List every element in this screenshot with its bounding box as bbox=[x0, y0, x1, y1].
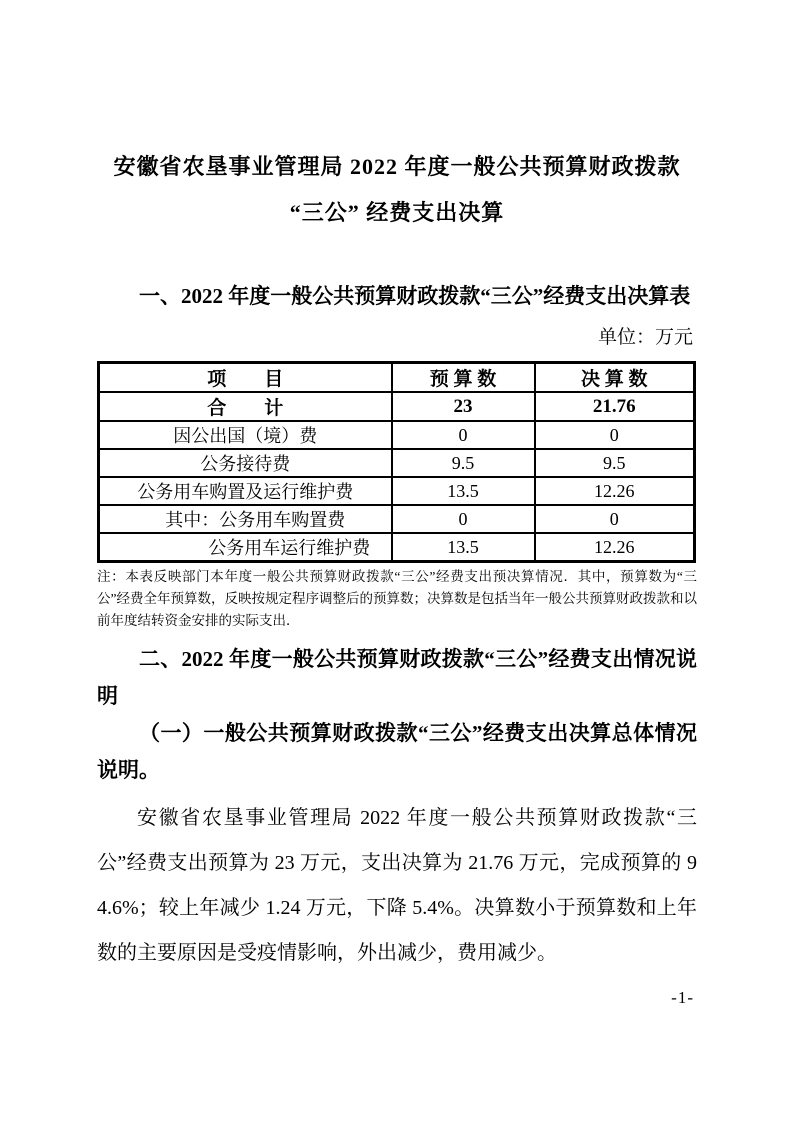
page-content bbox=[97, 0, 697, 976]
title-line-1: 安徽省农垦事业管理局 2022 年度一般公共预算财政拨款 bbox=[113, 154, 681, 179]
cell-budget: 0 bbox=[392, 421, 535, 449]
cell-budget: 13.5 bbox=[392, 477, 535, 505]
table-row-reception bbox=[99, 449, 695, 477]
cell-final: 12.26 bbox=[535, 477, 695, 505]
column-header-item: 项 目 bbox=[99, 363, 392, 393]
cell-final: 0 bbox=[535, 421, 695, 449]
section2-heading: 二、2022 年度一般公共预算财政拨款“三公”经费支出情况说明 bbox=[97, 647, 697, 708]
cell-budget: 13.5 bbox=[392, 533, 535, 562]
cell-final: 0 bbox=[535, 505, 695, 533]
section2-sub-heading: （一）一般公共预算财政拨款“三公”经费支出决算总体情况说明。 bbox=[97, 721, 697, 782]
cell-item: 公务用车运行维护费 bbox=[99, 533, 392, 562]
table-row-total bbox=[99, 392, 695, 421]
table-note: 注：本表反映部门本年度一般公共预算财政拨款“三公”经费支出预决算情况．其中，预算数为“三公”经费全年预算数，反映按规定程序调整后的预算数；决算数是包括当年一般公共预算财政拨款和以前年度结转资金安排的实际支出． bbox=[97, 569, 697, 628]
table-row-vehicle-purchase bbox=[99, 505, 695, 533]
cell-budget: 9.5 bbox=[392, 449, 535, 477]
cell-item: 公务接待费 bbox=[99, 449, 392, 477]
cell-budget: 0 bbox=[392, 505, 535, 533]
table-row-abroad bbox=[99, 421, 695, 449]
cell-item: 因公出国（境）费 bbox=[99, 421, 392, 449]
cell-final: 21.76 bbox=[535, 392, 695, 421]
page-number: -1- bbox=[671, 988, 694, 1007]
section1-heading: 一、2022 年度一般公共预算财政拨款“三公”经费支出决算表 bbox=[139, 284, 691, 308]
cell-item: 公务用车购置及运行维护费 bbox=[99, 477, 392, 505]
cell-item: 合 计 bbox=[99, 392, 392, 421]
cell-budget: 23 bbox=[392, 392, 535, 421]
table-row-vehicle-total bbox=[99, 477, 695, 505]
cell-final: 12.26 bbox=[535, 533, 695, 562]
document-title bbox=[97, 144, 697, 236]
cell-final: 9.5 bbox=[535, 449, 695, 477]
title-line-2: “三公” 经费支出决算 bbox=[289, 200, 505, 225]
column-header-budget: 预 算 数 bbox=[392, 363, 535, 393]
cell-item: 其中：公务用车购置费 bbox=[99, 505, 392, 533]
table-header-row bbox=[99, 363, 695, 393]
budget-table bbox=[97, 361, 696, 563]
table-row-vehicle-maintenance bbox=[99, 533, 695, 562]
column-header-final: 决 算 数 bbox=[535, 363, 695, 393]
unit-label: 单位：万元 bbox=[597, 327, 693, 348]
section2-paragraph: 安徽省农垦事业管理局 2022 年度一般公共预算财政拨款“三公”经费支出预算为 23 万元，支出决算为 21.76 万元，完成预算的 94.6%；较上年减少 1.24 万元，下降 5.4%。决算数小于预算数和上年数的主要原因是受疫情影响，外出减少，费用减少。 bbox=[97, 807, 697, 964]
